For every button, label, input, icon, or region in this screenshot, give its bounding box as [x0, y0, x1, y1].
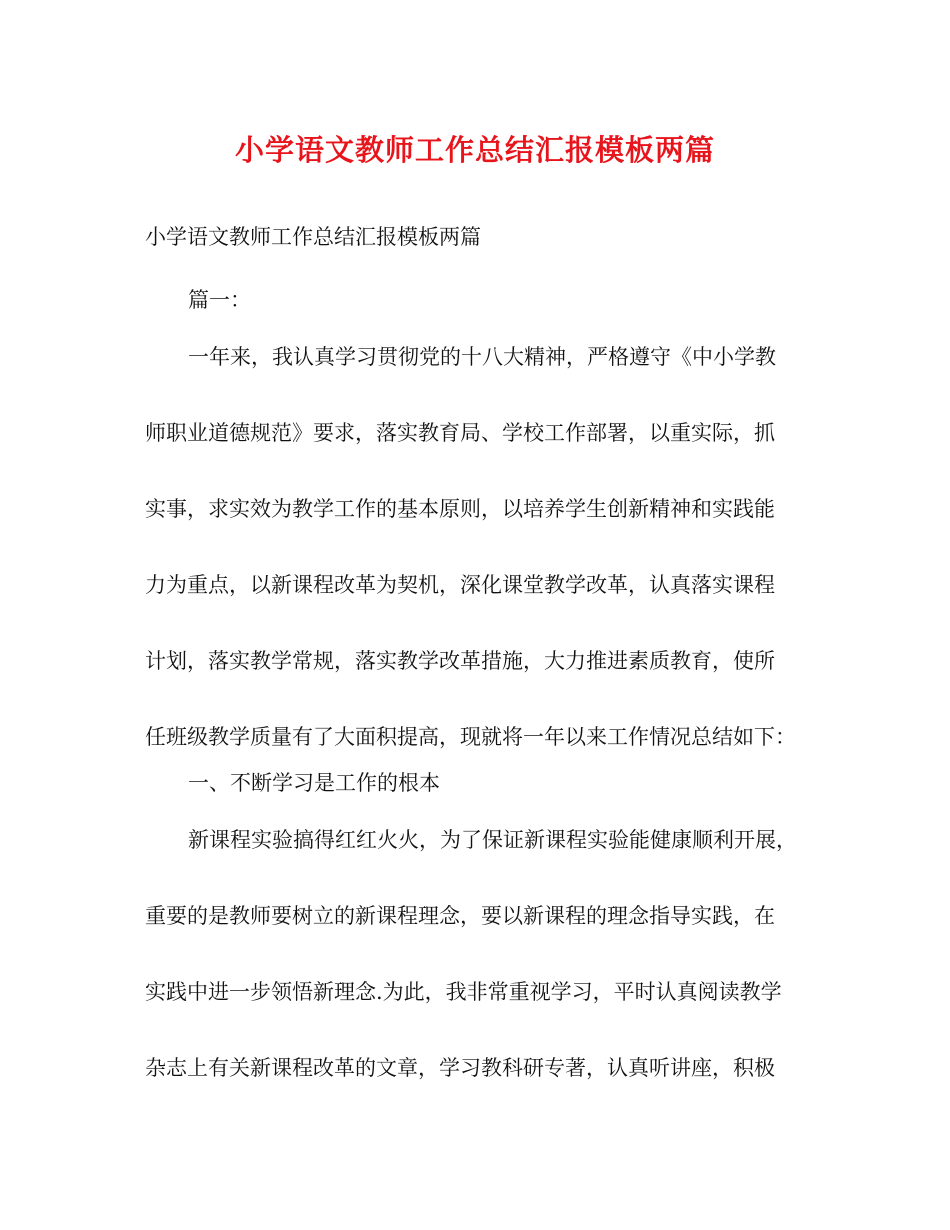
- body-line: 杂志上有关新课程改革的文章，学习教科研专著，认真听讲座，积极: [145, 1056, 775, 1080]
- body-line: 计划，落实教学常规，落实教学改革措施，大力推进素质教育，使所: [145, 649, 775, 673]
- body-line: 重要的是教师要树立的新课程理念，要以新课程的理念指导实践，在: [145, 904, 775, 928]
- body-line: 实事，求实效为教学工作的基本原则，以培养学生创新精神和实践能: [145, 497, 775, 521]
- document-title: 小学语文教师工作总结汇报模板两篇: [234, 133, 715, 167]
- section-heading-part-one: 篇一：: [188, 288, 251, 312]
- body-line: 一年来，我认真学习贯彻党的十八大精神，严格遵守《中小学教: [188, 345, 776, 369]
- body-line: 力为重点，以新课程改革为契机，深化课堂教学改革，认真落实课程: [145, 573, 775, 597]
- body-line: 新课程实验搞得红红火火，为了保证新课程实验能健康顺利开展，: [188, 828, 797, 852]
- body-line: 实践中进一步领悟新理念.为此，我非常重视学习，平时认真阅读教学: [145, 980, 782, 1004]
- section-heading: 一、不断学习是工作的根本: [188, 771, 440, 795]
- body-line: 任班级教学质量有了大面积提高，现就将一年以来工作情况总结如下：: [145, 725, 796, 749]
- body-line: 师职业道德规范》要求，落实教育局、学校工作部署，以重实际，抓: [145, 421, 775, 445]
- subtitle-line: 小学语文教师工作总结汇报模板两篇: [145, 225, 481, 249]
